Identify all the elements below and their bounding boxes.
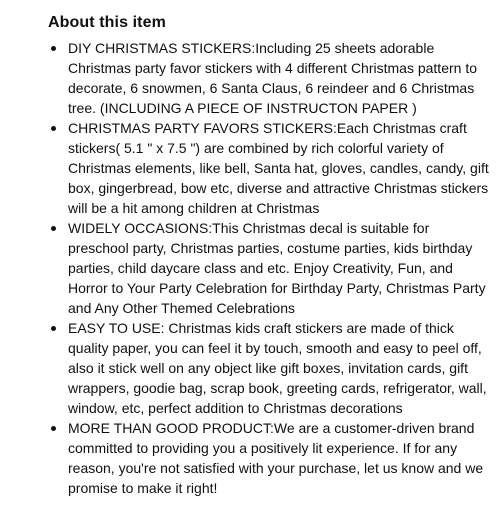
feature-bullet-diy	[68, 38, 491, 118]
bullet-icon	[51, 226, 56, 231]
feature-bullet-good-product	[68, 418, 491, 498]
bullet-icon	[51, 126, 56, 131]
section-title: About this item	[48, 14, 166, 31]
feature-bullet-text: WIDELY OCCASIONS:This Christmas decal is suitable for preschool party, Christmas parties, costume parties, kids birthday parties, child daycare class and etc. Enjoy Creativity, Fun, and Horror to Your Party Celebration for Birthday Party, Christmas Party and Any Other Themed Celebrations	[68, 220, 486, 316]
bullet-icon	[51, 426, 56, 431]
feature-bullet-easy-to-use	[68, 318, 491, 418]
bullet-icon	[51, 46, 56, 51]
feature-bullet-text: MORE THAN GOOD PRODUCT:We are a customer-driven brand committed to providing you a positively lit experience. If for any reason, you're not satisfied with your purchase, let us know and we promise to make it right!	[68, 420, 484, 496]
feature-bullet-occasions	[68, 218, 491, 318]
bullet-icon	[51, 326, 56, 331]
feature-bullet-text: DIY CHRISTMAS STICKERS:Including 25 sheets adorable Christmas party favor stickers with 4 different Christmas pattern to decorate, 6 snowmen, 6 Santa Claus, 6 reindeer and 6 Christmas tree. (INCLUDING A PIECE OF INSTRUCTON PAPER )	[68, 40, 477, 116]
feature-bullet-text: CHRISTMAS PARTY FAVORS STICKERS:Each Christmas craft stickers( 5.1 " x 7.5 ") are combined by rich colorful variety of Christmas elements, like bell, Santa hat, gloves, candles, candy, gift box, gingerbread, bow etc, diverse and attractive Christmas stickers will be a hit among children at Christmas	[68, 120, 489, 216]
feature-bullet-list	[48, 38, 491, 498]
feature-bullet-party-favors	[68, 118, 491, 218]
feature-bullet-text: EASY TO USE: Christmas kids craft stickers are made of thick quality paper, you can feel it by touch, smooth and easy to peel off, also it stick well on any object like gift boxes, invitation cards, gift wrappers, goodie bag, scrap book, greeting cards, refrigerator, wall, window, etc, perfect addition to Christmas decorations	[68, 320, 487, 416]
